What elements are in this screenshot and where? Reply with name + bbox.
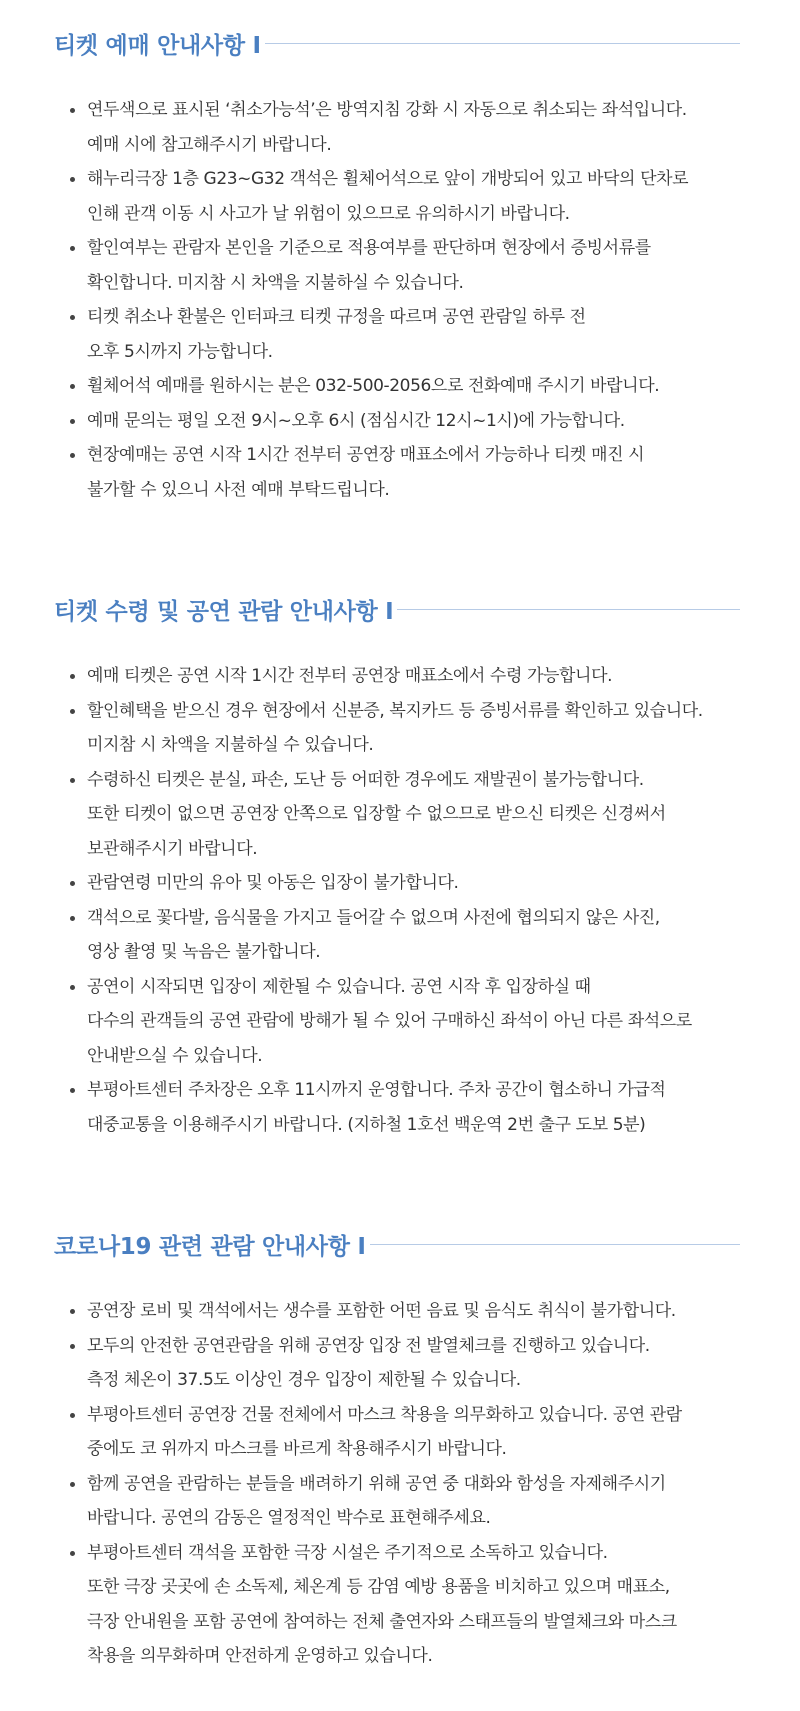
notice-text-line: 공연이 시작되면 입장이 제한될 수 있습니다. 공연 시작 후 입장하실 때: [87, 976, 591, 997]
bullet-dot-icon: [70, 674, 75, 679]
notice-text-line: 또한 극장 곳곳에 손 소독제, 체온계 등 감염 예방 용품을 비치하고 있으며 매표소,: [87, 1577, 670, 1597]
bullet-dot-icon: [70, 1482, 75, 1487]
notice-item: [70, 438, 750, 507]
section-title: 티켓 수령 및 공연 관람 안내사항 I: [54, 598, 394, 625]
notice-text-line: 착용을 의무화하며 안전하게 운영하고 있습니다.: [87, 1646, 433, 1666]
notice-text-line: 대중교통을 이용해주시기 바랍니다. (지하철 1호선 백운역 2번 출구 도보 5분): [87, 1114, 646, 1135]
bullet-dot-icon: [70, 246, 75, 251]
bullet-dot-icon: [70, 1551, 75, 1556]
notice-item: [70, 162, 750, 231]
section-title: 코로나19 관련 관람 안내사항 I: [54, 1233, 366, 1260]
section-title: 티켓 예매 안내사항 I: [54, 32, 261, 59]
notice-item: [70, 1329, 750, 1398]
notice-text-line: 영상 촬영 및 녹음은 불가합니다.: [87, 942, 321, 962]
notice-text-line: 극장 안내원을 포함 공연에 참여하는 전체 출연자와 스태프들의 발열체크와 마스크: [87, 1611, 677, 1632]
notice-text-line: 다수의 관객들의 공연 관람에 방해가 될 수 있어 구매하신 좌석이 아닌 다른 좌석으로: [87, 1011, 692, 1031]
notice-list: [70, 1294, 750, 1674]
notice-item: [70, 93, 750, 162]
notice-item: [70, 1536, 750, 1674]
notice-item: [70, 1294, 750, 1329]
section-divider: [397, 609, 740, 610]
notice-text-line: 모두의 안전한 공연관람을 위해 공연장 입장 전 발열체크를 진행하고 있습니다.: [87, 1335, 650, 1356]
bullet-dot-icon: [70, 177, 75, 182]
bullet-dot-icon: [70, 384, 75, 389]
notice-item: [70, 231, 750, 300]
notice-text-line: 연두색으로 표시된 ‘취소가능석’은 방역지침 강화 시 자동으로 취소되는 좌석입니다.: [87, 100, 687, 120]
notice-item: [70, 369, 750, 404]
notice-text-line: 측정 체온이 37.5도 이상인 경우 입장이 제한될 수 있습니다.: [87, 1370, 521, 1390]
notice-text-line: 안내받으실 수 있습니다.: [87, 1045, 263, 1066]
section-divider: [370, 1244, 740, 1245]
notice-text-line: 관람연령 미만의 유아 및 아동은 입장이 불가합니다.: [87, 873, 459, 893]
notice-text-line: 할인여부는 관람자 본인을 기준으로 적용여부를 판단하며 현장에서 증빙서류를: [87, 238, 651, 258]
bullet-dot-icon: [70, 778, 75, 783]
notice-list: [70, 659, 750, 1142]
notice-text-line: 바랍니다. 공연의 감동은 열정적인 박수로 표현해주세요.: [87, 1508, 491, 1528]
bullet-dot-icon: [70, 1088, 75, 1093]
notice-item: [70, 300, 750, 369]
notice-text-line: 중에도 코 위까지 마스크를 바르게 착용해주시기 바랍니다.: [87, 1439, 507, 1459]
bullet-dot-icon: [70, 985, 75, 990]
notice-text-line: 예매 티켓은 공연 시작 1시간 전부터 공연장 매표소에서 수령 가능합니다.: [87, 666, 613, 686]
notice-item: [70, 1398, 750, 1467]
bullet-dot-icon: [70, 881, 75, 886]
notice-text-line: 예매 시에 참고해주시기 바랍니다.: [87, 134, 332, 155]
notice-item: [70, 866, 750, 901]
bullet-dot-icon: [70, 709, 75, 714]
notice-text-line: 현장예매는 공연 시작 1시간 전부터 공연장 매표소에서 가능하나 티켓 매진 시: [87, 445, 645, 465]
notice-item: [70, 901, 750, 970]
section-header: [54, 592, 740, 626]
notice-text-line: 부평아트센터 주차장은 오후 11시까지 운영합니다. 주차 공간이 협소하니 가급적: [87, 1080, 666, 1100]
bullet-dot-icon: [70, 108, 75, 113]
notice-text-line: 오후 5시까지 가능합니다.: [87, 341, 273, 362]
notice-item: [70, 763, 750, 867]
bullet-dot-icon: [70, 419, 75, 424]
bullet-dot-icon: [70, 453, 75, 458]
notice-text-line: 불가할 수 있으니 사전 예매 부탁드립니다.: [87, 479, 390, 500]
notice-item: [70, 659, 750, 694]
notice-text-line: 객석으로 꽃다발, 음식물을 가지고 들어갈 수 없으며 사전에 협의되지 않은 사진,: [87, 907, 660, 928]
notice-text-line: 인해 관객 이동 시 사고가 날 위험이 있으므로 유의하시기 바랍니다.: [87, 203, 570, 224]
notice-item: [70, 694, 750, 763]
notice-text-line: 보관해주시기 바랍니다.: [87, 838, 258, 859]
section-header: [54, 1227, 740, 1261]
notice-text-line: 부평아트센터 공연장 건물 전체에서 마스크 착용을 의무화하고 있습니다. 공연 관람: [87, 1404, 682, 1425]
notice-text-line: 예매 문의는 평일 오전 9시~오후 6시 (점심시간 12시~1시)에 가능합니다.: [87, 410, 625, 431]
section-header: [54, 26, 740, 60]
section-divider: [265, 43, 740, 44]
notice-item: [70, 1073, 750, 1142]
notice-text-line: 미지참 시 차액을 지불하실 수 있습니다.: [87, 735, 374, 755]
notice-text-line: 공연장 로비 및 객석에서는 생수를 포함한 어떤 음료 및 음식도 취식이 불가합니다.: [87, 1301, 676, 1321]
notice-text-line: 부평아트센터 객석을 포함한 극장 시설은 주기적으로 소독하고 있습니다.: [87, 1542, 608, 1563]
bullet-dot-icon: [70, 916, 75, 921]
notice-list: [70, 93, 750, 507]
notice-text-line: 확인합니다. 미지참 시 차액을 지불하실 수 있습니다.: [87, 272, 464, 293]
notice-text-line: 할인혜택을 받으신 경우 현장에서 신분증, 복지카드 등 증빙서류를 확인하고 있습니다.: [87, 700, 703, 721]
notice-text-line: 함께 공연을 관람하는 분들을 배려하기 위해 공연 중 대화와 함성을 자제해주시기: [87, 1473, 666, 1494]
notice-text-line: 또한 티켓이 없으면 공연장 안쪽으로 입장할 수 없으므로 받으신 티켓은 신경써서: [87, 804, 666, 824]
bullet-dot-icon: [70, 1413, 75, 1418]
notice-text-line: 티켓 취소나 환불은 인터파크 티켓 규정을 따르며 공연 관람일 하루 전: [87, 307, 586, 327]
notice-text-line: 휠체어석 예매를 원하시는 분은 032-500-2056으로 전화예매 주시기 바랍니다.: [87, 376, 660, 396]
notice-item: [70, 1467, 750, 1536]
notice-item: [70, 404, 750, 439]
bullet-dot-icon: [70, 1309, 75, 1314]
bullet-dot-icon: [70, 315, 75, 320]
notice-text-line: 수령하신 티켓은 분실, 파손, 도난 등 어떠한 경우에도 재발권이 불가능합니다.: [87, 769, 644, 790]
bullet-dot-icon: [70, 1344, 75, 1349]
notice-item: [70, 970, 750, 1074]
notice-text-line: 해누리극장 1층 G23~G32 객석은 휠체어석으로 앞이 개방되어 있고 바닥의 단차로: [87, 169, 689, 189]
